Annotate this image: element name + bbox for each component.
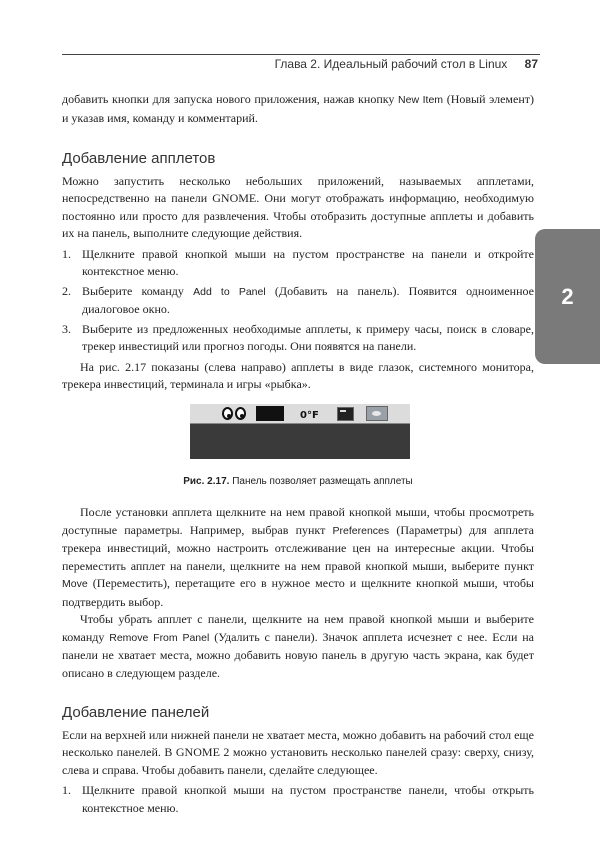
- gnome-panel-bar: [190, 404, 410, 424]
- list-item: 2. Выберите команду Add to Panel (Добавить на панель). Появится одноименное диалоговое окно.: [62, 283, 534, 316]
- applets-steps-list: [62, 246, 534, 356]
- chapter-title: Глава 2. Идеальный рабочий стол в Linux: [274, 57, 508, 71]
- header-rule: [62, 54, 540, 55]
- panel-figure: [190, 404, 410, 459]
- page-content: [62, 91, 534, 820]
- terminal-icon: [337, 407, 354, 421]
- running-header: [275, 57, 538, 71]
- list-item: 1. Щелкните правой кнопкой мыши на пустом пространстве на панели и откройте контекстное меню.: [62, 246, 534, 278]
- eyes-applet-icon: [222, 407, 248, 420]
- intro-paragraph: добавить кнопки для запуска нового приложения, нажав кнопку New Item (Новый элемент) и указав имя, команду и комментарий.: [62, 92, 534, 125]
- ui-term-new-item: New Item: [398, 94, 444, 106]
- system-monitor-icon: [256, 406, 284, 421]
- applet-options-paragraph: После установки апплета щелкните на нем правой кнопкой мыши, чтобы просмотреть доступные параметры. Например, выбрав пункт Preferences (Параметры) для апплета трекера инвестиций, можно настроить отслеживание цен на интересные акции. Чтобы переместить апплет на панели, щелкните на нем правой кнопкой мыши, выберите пункт Move (Переместить), перетащите его в нужное место и щелкните кнопкой мыши, чтобы подтвердить выбор.: [62, 505, 534, 609]
- page-number: 87: [524, 57, 538, 71]
- list-item: 3. Выберите из предложенных необходимые апплеты, к примеру часы, поиск в словаре, трекер инвестиций или прогноз погоды. Они появятся на панели.: [62, 321, 534, 353]
- applets-paragraph: Можно запустить несколько небольших приложений, называемых апплетами, непосредственно на панели GNOME. Они могут отображать информацию, необходимую постоянно или просто для развлечения. Чтобы отобразить доступные апплеты и добавить их на панель, выполните следующие действия.: [62, 173, 534, 240]
- panels-steps-list: [62, 782, 534, 817]
- list-item: 1. Щелкните правой кнопкой мыши на пустом пространстве панели, чтобы открыть контекстное меню.: [62, 783, 534, 815]
- panels-paragraph: Если на верхней или нижней панели не хватает места, можно добавить на рабочий стол еще несколько панелей. В GNOME 2 можно установить несколько панелей сразу: сверху, снизу, слева и справа. Чтобы добавить панели, сделайте следующее.: [62, 727, 535, 777]
- ui-term-move: Move: [62, 578, 88, 590]
- chapter-tab-number: 2: [561, 284, 574, 309]
- remove-applet-paragraph: Чтобы убрать апплет с панели, щелкните на нем правой кнопкой мыши и выберите команду Remove From Panel (Удалить с панели). Значок апплета исчезнет с нее. Если на панели не хватает места, можно добавить новую панель в другую часть экрана, как будет описано в следующем разделе.: [62, 612, 535, 680]
- ui-term-remove-from-panel: Remove From Panel: [109, 631, 210, 644]
- section-heading-panels: Добавление панелей: [62, 704, 210, 721]
- stock-ticker-applet: 0°F: [300, 409, 319, 421]
- chapter-tab: [535, 229, 600, 364]
- fish-icon: [366, 406, 388, 421]
- figure-reference-paragraph: На рис. 2.17 показаны (слева направо) апплеты в виде глазок, системного монитора, трекера инвестиций, терминала и игры «рыбка».: [62, 359, 534, 391]
- section-heading-applets: Добавление апплетов: [62, 150, 216, 167]
- ui-term-preferences: Preferences: [332, 524, 390, 537]
- figure-caption: Рис. 2.17. Панель позволяет размещать апплеты: [183, 475, 413, 487]
- ui-term-add-to-panel: Add to Panel: [193, 285, 266, 298]
